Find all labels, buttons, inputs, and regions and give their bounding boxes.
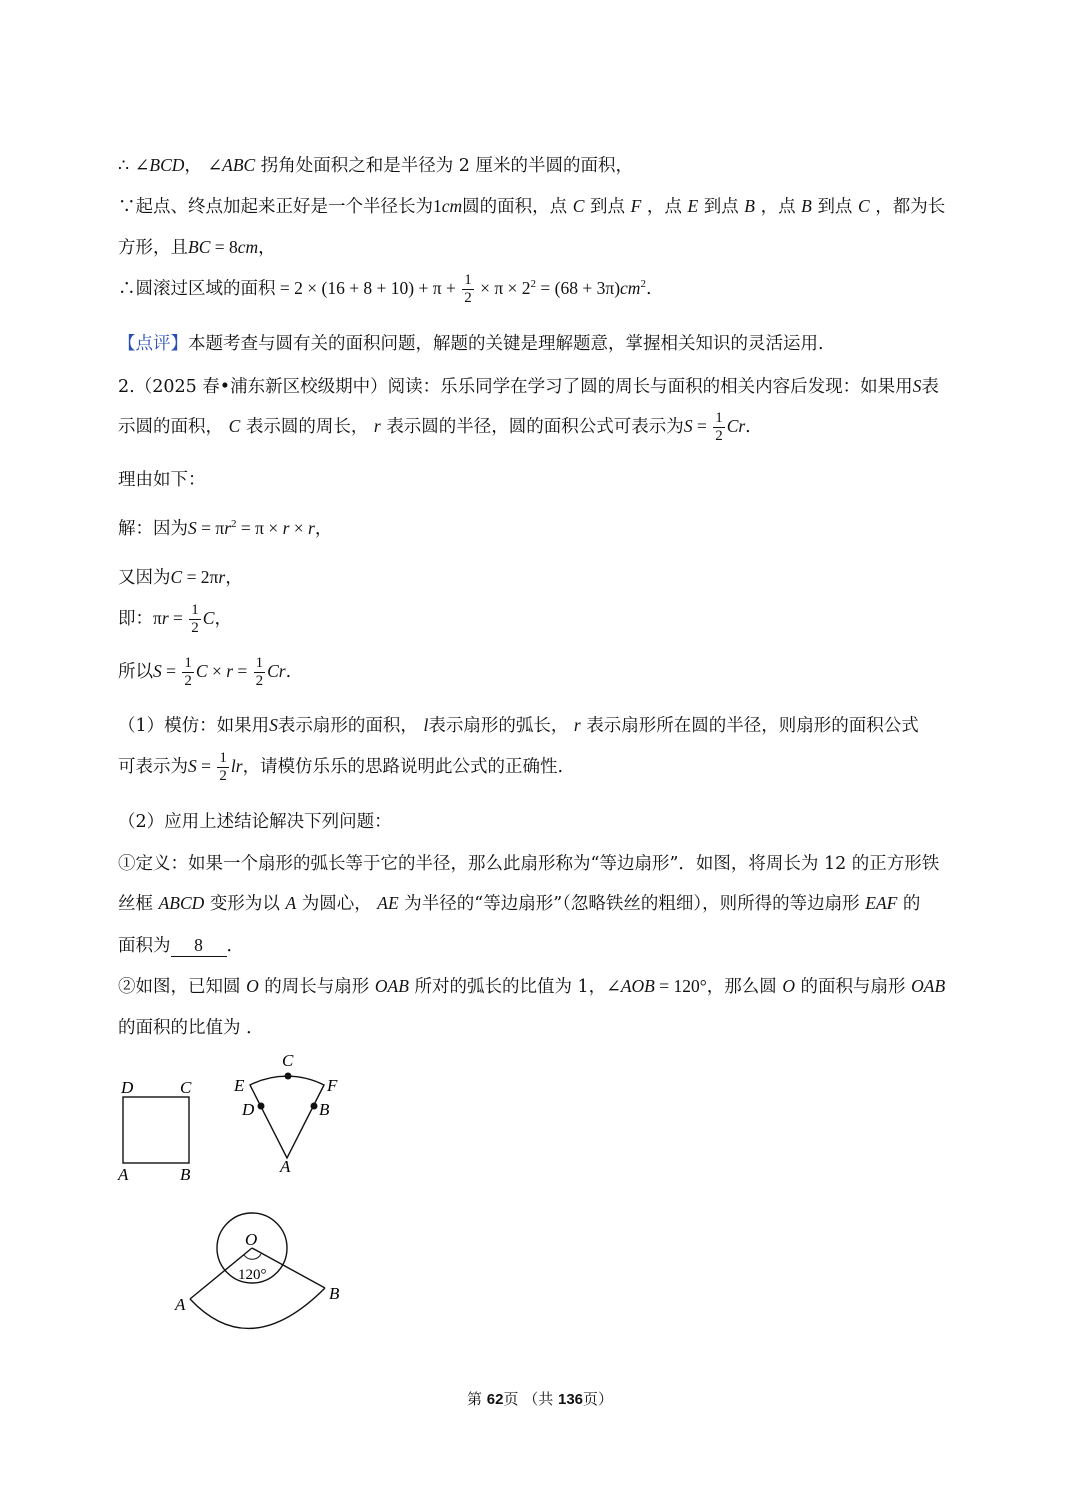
text-solution-because: 解：因为 bbox=[118, 519, 188, 539]
fraction-denominator: 2 bbox=[715, 428, 723, 444]
fraction-one-half bbox=[217, 750, 229, 785]
math-equals: = bbox=[233, 661, 252, 681]
text-comma: ， bbox=[225, 568, 243, 588]
text-to-point: 到点 bbox=[817, 197, 853, 217]
math-point-o: O bbox=[782, 976, 795, 996]
text-center: 为圆心， bbox=[301, 894, 372, 914]
text-therefore: 所以 bbox=[118, 662, 153, 682]
fraction-numerator: 1 bbox=[715, 410, 723, 426]
question1-line2 bbox=[118, 750, 563, 785]
math-unit-cm: cm bbox=[620, 278, 641, 298]
text-circle-area-def: 示圆的面积， bbox=[118, 417, 223, 437]
page-number: 62 bbox=[486, 1391, 504, 1408]
text-formula-intro: 表示圆的半径，圆的面积公式可表示为 bbox=[386, 417, 684, 437]
text-period: . bbox=[745, 417, 751, 437]
label-d: D bbox=[242, 1100, 255, 1119]
text-semicircle: 拐角处面积之和是半径为 2 厘米的半圆的面积， bbox=[255, 156, 634, 176]
text-ratio-is: 的面积的比值为 bbox=[118, 1018, 241, 1038]
math-unit-cm: cm bbox=[237, 237, 259, 257]
square-shape bbox=[123, 1097, 189, 1163]
math-point-e: E bbox=[687, 196, 699, 216]
text-comma: ， bbox=[184, 156, 202, 176]
math-var-r: r bbox=[161, 608, 169, 628]
fraction-one-half bbox=[254, 655, 266, 690]
math-var-c: C bbox=[170, 567, 183, 587]
text-expressed-as: 可表示为 bbox=[118, 757, 188, 777]
label-angle-120: 120° bbox=[238, 1267, 267, 1283]
text-deform-to: 变形为以 bbox=[209, 894, 280, 914]
point-c-dot bbox=[285, 1073, 292, 1080]
math-var-r: r bbox=[224, 518, 232, 538]
math-one: 1 bbox=[433, 196, 442, 216]
math-point-b: B bbox=[801, 196, 812, 216]
text-area-is: 面积为 bbox=[118, 936, 171, 956]
math-times: × bbox=[289, 518, 309, 538]
text-comma: ， bbox=[214, 609, 232, 629]
label-a: A bbox=[280, 1157, 291, 1176]
label-b: B bbox=[319, 1100, 330, 1119]
math-var-r: r bbox=[308, 518, 315, 538]
math-equals-pi: = π bbox=[196, 518, 225, 538]
math-var-s: S bbox=[188, 518, 197, 538]
math-var-c: C bbox=[195, 661, 208, 681]
text-given-circle: ②如图，已知圆 bbox=[118, 977, 241, 997]
geometry-figures bbox=[100, 1045, 520, 1335]
definition2-line2 bbox=[118, 1014, 264, 1039]
label-a: A bbox=[118, 1165, 129, 1184]
math-oab: OAB bbox=[374, 976, 409, 996]
text-point: ，点 bbox=[646, 197, 682, 217]
solution-line1 bbox=[118, 515, 332, 540]
math-var-r: r bbox=[218, 567, 226, 587]
math-point-c: C bbox=[572, 196, 585, 216]
math-expression-result: = (68 + 3π) bbox=[536, 278, 621, 298]
math-point-b: B bbox=[744, 196, 755, 216]
arc-ab bbox=[190, 1288, 325, 1328]
math-equals-2pi: = 2π bbox=[182, 567, 219, 587]
fraction-denominator: 2 bbox=[255, 673, 264, 689]
math-equals: = bbox=[196, 756, 216, 776]
text-period: . bbox=[645, 279, 652, 299]
question1-line1 bbox=[118, 712, 919, 737]
math-angle-abc: ∠ABC bbox=[207, 155, 256, 175]
text-then-circle: ，那么圆 bbox=[706, 977, 777, 997]
math-cr: Cr bbox=[267, 661, 286, 681]
fraction-numerator: 1 bbox=[219, 750, 227, 766]
definition1-line2 bbox=[118, 890, 920, 915]
answer-blank: 8 bbox=[171, 935, 227, 957]
math-var-s: S bbox=[683, 416, 693, 436]
label-c: C bbox=[282, 1051, 294, 1070]
math-var-r: r bbox=[226, 661, 233, 681]
footer-text: 页 （共 bbox=[503, 1390, 558, 1408]
math-times: × bbox=[207, 661, 227, 681]
text-namely: 即： bbox=[118, 609, 153, 629]
text-start-end: ∵起点、终点加起来正好是一个半径长为 bbox=[118, 197, 433, 217]
math-eaf: EAF bbox=[865, 893, 898, 913]
text-to-point: 到点 bbox=[590, 197, 625, 217]
fraction-one-half bbox=[189, 602, 201, 637]
definition1-line3 bbox=[118, 932, 244, 957]
figure-square-abcd bbox=[117, 1078, 192, 1184]
math-abcd: ABCD bbox=[158, 893, 205, 913]
math-equals: = bbox=[692, 416, 712, 436]
text-de: 的 bbox=[902, 894, 921, 914]
label-c: C bbox=[180, 1078, 192, 1097]
math-var-l: l bbox=[423, 715, 429, 735]
math-ae: AE bbox=[377, 893, 399, 913]
text-to-point: 到点 bbox=[703, 197, 739, 217]
fraction-denominator: 2 bbox=[191, 620, 199, 636]
definition2-line1 bbox=[118, 973, 945, 998]
line-angles-conclusion bbox=[118, 152, 633, 177]
text-circle-area: 圆的面积，点 bbox=[462, 197, 568, 217]
text-period: ． bbox=[246, 1018, 264, 1038]
math-var-s: S bbox=[153, 661, 162, 681]
label-d: D bbox=[121, 1078, 134, 1097]
fraction-one-half bbox=[713, 410, 725, 445]
math-equals: = bbox=[161, 661, 181, 681]
text-comma: ， bbox=[258, 238, 276, 258]
math-exponent: 2 bbox=[530, 278, 537, 291]
text-circumference-def: 表示圆的周长， bbox=[245, 417, 369, 437]
label-f: F bbox=[327, 1076, 338, 1095]
text-imitate: （1）模仿：如果用 bbox=[118, 716, 270, 736]
math-point-o: O bbox=[246, 976, 259, 996]
text-biao: 表 bbox=[921, 377, 939, 397]
solution-line2 bbox=[118, 564, 243, 589]
question2-heading: （2）应用上述结论解决下列问题： bbox=[118, 812, 392, 832]
fraction-denominator: 2 bbox=[184, 673, 192, 689]
figure-circle-sector bbox=[174, 1213, 340, 1328]
math-var-s: S bbox=[912, 376, 922, 396]
math-equals-pi-times: = π × bbox=[236, 518, 283, 538]
text-rectangle: ，都为长 bbox=[875, 197, 946, 217]
math-lr: lr bbox=[230, 756, 243, 776]
math-pi: π bbox=[153, 608, 162, 628]
math-equals: = bbox=[168, 608, 188, 628]
fraction-denominator: 2 bbox=[464, 290, 472, 306]
solution-line4 bbox=[118, 655, 291, 690]
math-equals-eight: = 8 bbox=[210, 237, 238, 257]
text-equilateral-sector: 为半径的“等边扇形”（忽略铁丝的粗细），则所得的等边扇形 bbox=[404, 894, 860, 914]
text-circumference-sector: 的周长与扇形 bbox=[264, 977, 370, 997]
fraction-numerator: 1 bbox=[464, 272, 472, 288]
fraction-numerator: 1 bbox=[191, 602, 199, 618]
math-oab: OAB bbox=[911, 976, 946, 996]
angle-arc bbox=[244, 1254, 261, 1259]
fraction-numerator: 1 bbox=[255, 655, 264, 671]
review-line bbox=[118, 330, 824, 355]
solution-line3 bbox=[118, 602, 232, 637]
text-prove-correct: ，请模仿乐乐的思路说明此公式的正确性. bbox=[242, 757, 564, 777]
math-point-f: F bbox=[630, 196, 642, 216]
total-pages: 136 bbox=[557, 1391, 584, 1408]
math-exponent: 2 bbox=[640, 278, 646, 291]
text-wire-frame: 丝框 bbox=[118, 894, 153, 914]
math-var-s: S bbox=[269, 715, 278, 735]
line-bc-length bbox=[118, 234, 276, 259]
label-e: E bbox=[234, 1076, 245, 1095]
fraction-numerator: 1 bbox=[184, 655, 192, 671]
math-var-c: C bbox=[202, 608, 215, 628]
math-cr: Cr bbox=[726, 416, 746, 436]
therefore-symbol: ∴ bbox=[118, 156, 130, 176]
label-a: A bbox=[175, 1295, 186, 1314]
math-angle-bcd: ∠BCD bbox=[134, 155, 185, 175]
point-d-dot bbox=[258, 1103, 265, 1110]
math-expression-part2: × π × 2 bbox=[475, 278, 531, 298]
footer-text: 第 bbox=[466, 1390, 487, 1408]
text-sector-area: 表示扇形的面积， bbox=[277, 716, 418, 736]
review-tag: 【点评】 bbox=[118, 334, 188, 354]
text-area-region: ∴圆滚过区域的面积 bbox=[118, 279, 276, 299]
text-and-because: 又因为 bbox=[118, 568, 171, 588]
page-footer bbox=[0, 1388, 1080, 1409]
footer-text: 页） bbox=[583, 1390, 614, 1408]
math-point-c: C bbox=[858, 196, 870, 216]
sector-shape bbox=[250, 1076, 324, 1158]
figure-equilateral-sector bbox=[233, 1051, 338, 1176]
label-o: O bbox=[245, 1230, 258, 1249]
math-var-r: r bbox=[573, 715, 581, 735]
text-period: ． bbox=[226, 936, 244, 956]
text-rectangle-and: 方形，且 bbox=[118, 238, 188, 258]
math-point-a: A bbox=[285, 893, 297, 913]
math-expression-part1: = 2 × (16 + 8 + 10) + π + bbox=[275, 278, 461, 298]
text-arc-length: 表示扇形的弧长， bbox=[428, 716, 569, 736]
math-120-degrees: = 120° bbox=[654, 976, 707, 996]
math-exponent: 2 bbox=[231, 518, 237, 531]
math-segment-bc: BC bbox=[188, 237, 211, 257]
point-b-dot bbox=[311, 1103, 318, 1110]
fraction-one-half bbox=[462, 272, 474, 307]
text-period: . bbox=[285, 662, 292, 682]
text-point: ，点 bbox=[760, 197, 796, 217]
fraction-one-half bbox=[182, 655, 194, 690]
math-angle-aob: ∠AOB bbox=[606, 976, 655, 996]
math-unit-cm: cm bbox=[441, 196, 463, 216]
problem2-intro: 2.（2025 春•浦东新区校级期中）阅读：乐乐同学在学习了圆的周长与面积的相关内容后发现：如果用 bbox=[118, 377, 913, 397]
reason-heading: 理由如下： bbox=[118, 470, 206, 490]
math-var-r: r bbox=[282, 518, 290, 538]
math-var-c: C bbox=[228, 416, 241, 436]
text-radius-formula: 表示扇形所在圆的半径，则扇形的面积公式 bbox=[586, 716, 919, 736]
label-b: B bbox=[180, 1165, 191, 1184]
line-area-result bbox=[118, 272, 652, 307]
problem2-line1 bbox=[118, 373, 939, 398]
text-ratio-one: 所对的弧长的比值为 1， bbox=[414, 977, 607, 997]
label-b: B bbox=[329, 1284, 340, 1303]
text-area-and-sector: 的面积与扇形 bbox=[800, 977, 906, 997]
text-comma: ， bbox=[314, 519, 333, 539]
problem2-line2 bbox=[118, 410, 751, 445]
math-var-s: S bbox=[188, 756, 197, 776]
line-start-end bbox=[118, 193, 945, 218]
math-var-r: r bbox=[373, 416, 381, 436]
fraction-denominator: 2 bbox=[219, 768, 227, 784]
definition1-line1: ①定义：如果一个扇形的弧长等于它的半径，那么此扇形称为“等边扇形”．如图，将周长为 12 的正方形铁 bbox=[118, 854, 940, 874]
review-text: 本题考查与圆有关的面积问题，解题的关键是理解题意，掌握相关知识的灵活运用. bbox=[188, 334, 824, 354]
